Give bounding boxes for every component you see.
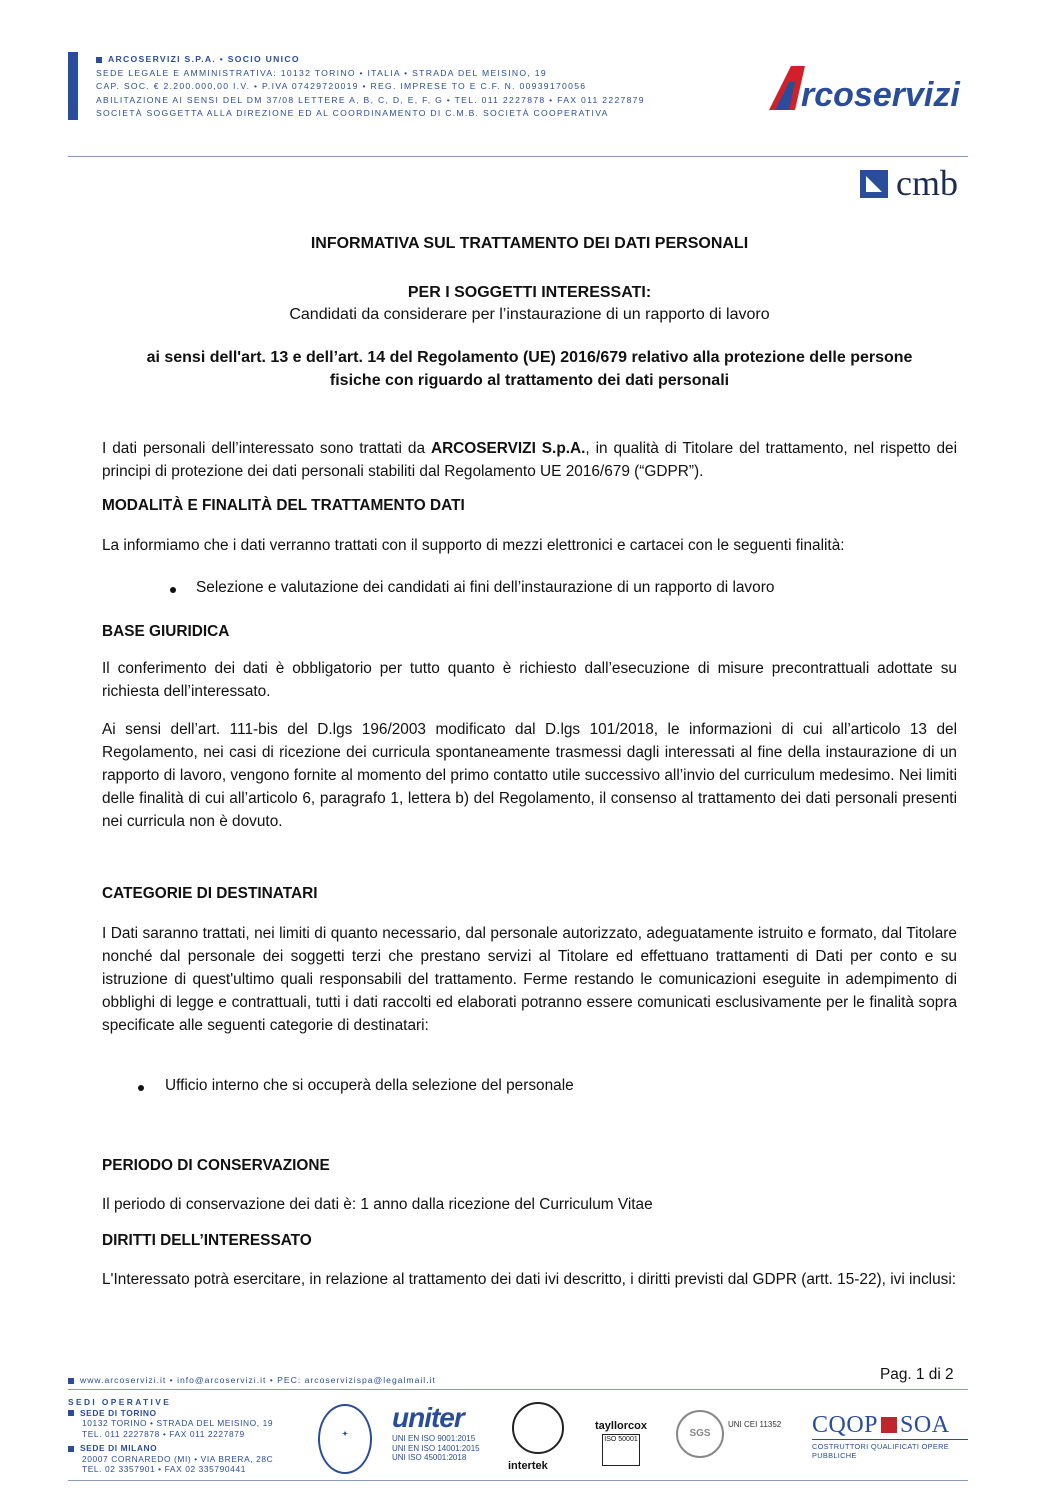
list-item: [196, 579, 774, 597]
section-title-conservazione: PERIODO DI CONSERVAZIONE: [102, 1157, 330, 1174]
header-accent-bar: [68, 52, 78, 120]
sede-milano-address: 20007 CORNAREDO (MI) • VIA BRERA, 28C: [82, 1453, 274, 1464]
footer-rule: [68, 1389, 968, 1390]
section-title-diritti: DIRITTI DELL’INTERESSATO: [102, 1232, 312, 1249]
reference-line-2: fisiche con riguardo al trattamento dei dati personali: [329, 372, 730, 389]
uniter-name: uniter: [392, 1402, 464, 1433]
uniter-std-1: UNI EN ISO 9001:2015: [392, 1434, 476, 1443]
bullet-icon: [138, 1085, 144, 1091]
intro-text-a: I dati personali dell’interessato sono trattati da: [102, 440, 431, 457]
intertek-cert: [508, 1402, 568, 1474]
footer-contacts: [68, 1375, 436, 1385]
cqop-soa-logo: [812, 1412, 968, 1460]
intro-text-b: , in qualità di Titolare del trattamento, nel rispetto dei principi di protezione dei dati personali stabiliti dal Regolamento UE 2016/679 (“GDPR”).: [102, 440, 957, 480]
globe-icon: [512, 1402, 564, 1454]
cmb-logo: [860, 163, 970, 204]
sedi-title: SEDI OPERATIVE: [68, 1397, 172, 1407]
list-item-text: Selezione e valutazione dei candidati ai fini dell’instaurazione di un rapporto di lavoro: [196, 579, 775, 596]
list-item-text: Ufficio interno che si occuperà della selezione del personale: [165, 1077, 574, 1094]
sede-torino-address: 10132 TORINO • STRADA DEL MEISINO, 19: [82, 1418, 274, 1428]
reference-line-1: ai sensi dell'art. 13 e dell’art. 14 del Regolamento (UE) 2016/679 relativo alla protezione delle persone: [146, 349, 913, 366]
sede-milano-name: SEDE DI MILANO: [80, 1443, 158, 1453]
square-bullet-icon: [68, 1446, 74, 1452]
cqop-red-square-icon: [881, 1417, 897, 1433]
header-rule: [68, 156, 968, 157]
subject-title: PER I SOGGETTI INTERESSATI:: [407, 284, 652, 301]
section-text-destinatari: I Dati saranno trattati, nei limiti di quanto necessario, dal personale autorizzato, adeguatamente istruito e formato, dal Titolare nonché dal personale dei soggetti terzi che prestano servizi al Titolare ed effettuano trattamenti di Dati per conto e su istruzione di quest'ultimo quali responsabili del trattamento. Ferme restando le comunicazioni eseguite in adempimento di obblighi di legge e contrattuali, tutti i dati raccolti ed elaborati potranno essere comunicati esclusivamente per le finalità sopra specificate alle seguenti categorie di destinatari:: [102, 925, 957, 1034]
section-title-modalita: MODALITÀ E FINALITÀ DEL TRATTAMENTO DATI: [102, 497, 465, 514]
footer-contacts-text: www.arcoservizi.it • info@arcoservizi.it • PEC: arcoservizispa@legalmail.it: [80, 1375, 436, 1385]
logo-wordmark: rcoservizi: [801, 76, 960, 114]
section-text-conservazione: Il periodo di conservazione dei dati è: 1 anno dalla ricezione del Curriculum Vitae: [102, 1196, 653, 1213]
section-text-modalita: La informiamo che i dati verranno trattati con il supporto di mezzi elettronici e cartacei con le seguenti finalità:: [102, 537, 845, 554]
section-paragraph-1: Il conferimento dei dati è obbligatorio per tutto quanto è richiesto dall’esecuzione di misure precontrattuali adottate su richiesta dell’interessato.: [102, 660, 957, 700]
arcoservizi-logo: [765, 62, 970, 114]
section-title-base-giuridica: BASE GIURIDICA: [102, 623, 230, 640]
tayllorcox-iso: ISO 50001: [602, 1434, 640, 1466]
uniter-cert: [392, 1402, 492, 1474]
company-line-2: SEDE LEGALE E AMMINISTRATIVA: 10132 TORINO • ITALIA • STRADA DEL MEISINO, 19: [96, 67, 547, 78]
cqop-name: CQOP: [812, 1412, 879, 1438]
tayllorcox-cert: [590, 1402, 652, 1474]
intertek-name: intertek: [508, 1460, 548, 1472]
section-title-destinatari: CATEGORIE DI DESTINATARI: [102, 885, 318, 902]
sgs-seal: SGS: [676, 1410, 724, 1458]
soa-name: SOA: [900, 1412, 950, 1438]
company-line-4: ABILITAZIONE AI SENSI DEL DM 37/08 LETTERE A, B, C, D, E, F, G • TEL. 011 2227878 • FAX 011 2227879: [96, 94, 645, 105]
sgs-std: UNI CEI 11352: [728, 1420, 782, 1429]
footer-bottom-rule: [68, 1480, 968, 1481]
company-line-1: ARCOSERVIZI S.P.A. • SOCIO UNICO: [108, 54, 300, 64]
sede-torino-name: SEDE DI TORINO: [80, 1407, 157, 1418]
list-item: [165, 1077, 574, 1095]
sede-torino-phone: TEL. 011 2227878 • FAX 011 2227879: [82, 1428, 245, 1439]
sede-milano-phone: TEL. 02 3357901 • FAX 02 335790441: [82, 1464, 246, 1474]
uniter-std-3: UNI ISO 45001:2018: [392, 1453, 467, 1462]
intro-company: ARCOSERVIZI S.p.A.: [430, 440, 586, 457]
company-info: [96, 53, 645, 121]
company-line-3: CAP. SOC. € 2.200.000,00 I.V. • P.IVA 07429720019 • REG. IMPRESE TO E C.F. N. 00939170056: [96, 81, 587, 91]
page-number: Pag. 1 di 2: [880, 1366, 954, 1383]
uniter-std-2: UNI EN ISO 14001:2015: [392, 1443, 480, 1453]
footer-sedi: [68, 1397, 273, 1475]
sgs-cert: [676, 1402, 786, 1474]
tayllorcox-name: tayllorcox: [595, 1420, 647, 1432]
square-bullet-icon: [96, 57, 102, 63]
section-text-diritti: L'Interessato potrà esercitare, in relazione al trattamento dei dati ivi descritto, i diritti previsti dal GDPR (artt. 15-22), ivi inclusi:: [102, 1271, 957, 1288]
section-paragraph-2: Ai sensi dell’art. 111-bis del D.lgs 196/2003 modificato dal D.lgs 101/2018, le informazioni di cui all’articolo 13 del Regolamento, nei casi di ricezione dei curricula spontaneamente trasmessi dagli interessati al fine della instaurazione di un rapporto di lavoro, vengono fornite al momento del primo contatto utile successivo all’invio del curriculum medesimo. Nei limiti delle finalità di cui all’articolo 6, paragrafo 1, lettera b) del Regolamento, il consenso al trattamento dei dati personali presenti nei curricula non è dovuto.: [102, 721, 957, 830]
accredia-seal: [318, 1404, 372, 1474]
bullet-icon: [170, 587, 176, 593]
square-bullet-icon: [68, 1378, 74, 1384]
subject-subtitle: Candidati da considerare per l’instaurazione di un rapporto di lavoro: [289, 306, 770, 323]
doc-title: INFORMATIVA SUL TRATTAMENTO DEI DATI PERSONALI: [310, 235, 749, 252]
square-bullet-icon: [68, 1410, 74, 1416]
company-line-5: SOCIETÀ SOGGETTA ALLA DIREZIONE ED AL COORDINAMENTO DI C.M.B. SOCIETÀ COOPERATIVA: [96, 108, 609, 118]
cmb-mark-icon: [860, 170, 888, 198]
cmb-wordmark: cmb: [896, 163, 958, 203]
intro-paragraph: [102, 437, 957, 483]
accredia-star-icon: ✦: [342, 1431, 348, 1438]
cqop-subtitle: COSTRUTTORI QUALIFICATI OPERE PUBBLICHE: [812, 1439, 968, 1460]
